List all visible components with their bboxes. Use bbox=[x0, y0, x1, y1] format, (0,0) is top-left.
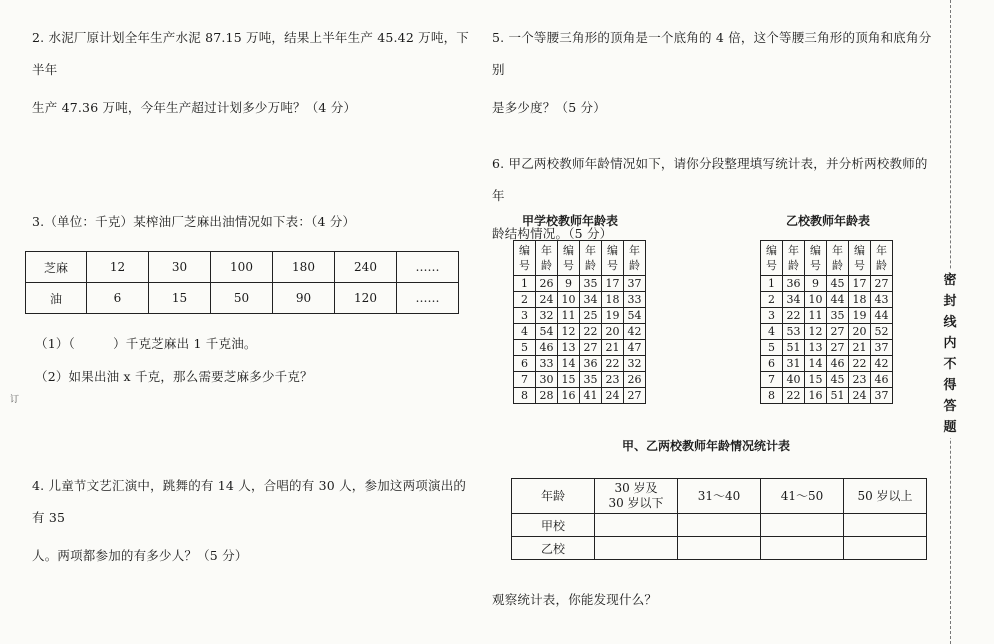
table-cell: 9 bbox=[805, 276, 827, 292]
table-header-cell: 年 龄 bbox=[580, 241, 602, 276]
table-cell: 12 bbox=[805, 324, 827, 340]
answer-cell[interactable] bbox=[844, 537, 927, 560]
table-cell: 51 bbox=[783, 340, 805, 356]
table-cell: 16 bbox=[558, 388, 580, 404]
table-a bbox=[513, 240, 646, 404]
seal-char: 答 bbox=[943, 399, 957, 414]
table-cell: 27 bbox=[624, 388, 646, 404]
table-header-cell: 年 龄 bbox=[624, 241, 646, 276]
table-cell: 54 bbox=[536, 324, 558, 340]
table-row bbox=[761, 276, 893, 292]
table-cell: 6 bbox=[514, 356, 536, 372]
table-cell: 5 bbox=[514, 340, 536, 356]
table-cell: 45 bbox=[827, 276, 849, 292]
table-cell: 22 bbox=[580, 324, 602, 340]
table-cell: 100 bbox=[211, 252, 273, 283]
question-5 bbox=[492, 22, 932, 124]
table-cell: 3 bbox=[514, 308, 536, 324]
table-row bbox=[761, 308, 893, 324]
seal-char: 封 bbox=[943, 294, 957, 309]
question-6 bbox=[492, 148, 932, 250]
table-cell: 45 bbox=[827, 372, 849, 388]
table-cell: 11 bbox=[805, 308, 827, 324]
table-row bbox=[514, 388, 646, 404]
table-cell: 46 bbox=[871, 372, 893, 388]
table-header-cell: 年 龄 bbox=[783, 241, 805, 276]
table-cell: 42 bbox=[871, 356, 893, 372]
table-b-title: 乙校教师年龄表 bbox=[786, 214, 871, 228]
table-cell: 36 bbox=[580, 356, 602, 372]
table-header-cell: 年 龄 bbox=[536, 241, 558, 276]
table-cell: 47 bbox=[624, 340, 646, 356]
table-cell: 油 bbox=[26, 283, 87, 314]
table-cell: 2 bbox=[514, 292, 536, 308]
table-cell: 20 bbox=[602, 324, 624, 340]
table-cell: 27 bbox=[871, 276, 893, 292]
table-row bbox=[512, 537, 927, 560]
seal-char: 题 bbox=[943, 420, 957, 435]
summary-table bbox=[511, 478, 927, 560]
seal-char: 得 bbox=[943, 378, 957, 393]
table-cell: 15 bbox=[558, 372, 580, 388]
question-5-line2: 是多少度？（5 分） bbox=[492, 100, 606, 115]
table-cell: 14 bbox=[558, 356, 580, 372]
table-header-cell: 年 龄 bbox=[871, 241, 893, 276]
table-header-cell: 编 号 bbox=[761, 241, 783, 276]
table-cell: 19 bbox=[602, 308, 624, 324]
table-cell: 22 bbox=[602, 356, 624, 372]
table-cell: 1 bbox=[514, 276, 536, 292]
table-header-row bbox=[512, 479, 927, 514]
table-cell: 26 bbox=[624, 372, 646, 388]
table-cell: 21 bbox=[849, 340, 871, 356]
table-cell: 17 bbox=[602, 276, 624, 292]
table-cell: 12 bbox=[87, 252, 149, 283]
table-cell: 12 bbox=[558, 324, 580, 340]
table-cell: 6 bbox=[87, 283, 149, 314]
table-row bbox=[761, 340, 893, 356]
table-cell: 40 bbox=[783, 372, 805, 388]
table-cell: 120 bbox=[335, 283, 397, 314]
seal-char: 内 bbox=[943, 336, 957, 351]
table-cell: 3 bbox=[761, 308, 783, 324]
answer-cell[interactable] bbox=[678, 514, 761, 537]
table-cell: 90 bbox=[273, 283, 335, 314]
table-cell: 37 bbox=[871, 388, 893, 404]
table-a-title: 甲学校教师年龄表 bbox=[522, 214, 619, 228]
table-cell: 11 bbox=[558, 308, 580, 324]
table-row bbox=[761, 388, 893, 404]
table-cell: …… bbox=[397, 252, 459, 283]
table-cell: 22 bbox=[849, 356, 871, 372]
table-header-cell: 年龄 bbox=[512, 479, 595, 514]
table-cell: 27 bbox=[580, 340, 602, 356]
table-row bbox=[514, 356, 646, 372]
table-cell: 46 bbox=[536, 340, 558, 356]
table-cell: 180 bbox=[273, 252, 335, 283]
seal-char: 不 bbox=[943, 357, 957, 372]
table-row bbox=[514, 340, 646, 356]
table-cell: 2 bbox=[761, 292, 783, 308]
answer-cell[interactable] bbox=[678, 537, 761, 560]
question-2-line2: 生产 47.36 万吨，今年生产超过计划多少万吨？（4 分） bbox=[32, 100, 357, 115]
table-cell: 30 bbox=[149, 252, 211, 283]
table-row bbox=[761, 324, 893, 340]
table-cell: 53 bbox=[783, 324, 805, 340]
table-cell: 1 bbox=[761, 276, 783, 292]
answer-cell[interactable] bbox=[844, 514, 927, 537]
table-cell: 240 bbox=[335, 252, 397, 283]
table-cell: 14 bbox=[805, 356, 827, 372]
table-cell: 32 bbox=[624, 356, 646, 372]
seal-char: 线 bbox=[943, 315, 957, 330]
table-cell: 25 bbox=[580, 308, 602, 324]
table-cell: 7 bbox=[761, 372, 783, 388]
summary-title: 甲、乙两校教师年龄情况统计表 bbox=[622, 439, 791, 453]
answer-cell[interactable] bbox=[761, 514, 844, 537]
table-row bbox=[26, 283, 459, 314]
observe-prompt: 观察统计表，你能发现什么？ bbox=[492, 592, 658, 607]
question-2-line1: 2. 水泥厂原计划全年生产水泥 87.15 万吨，结果上半年生产 45.42 万吨，下半年 bbox=[32, 30, 469, 77]
answer-cell[interactable] bbox=[595, 537, 678, 560]
table-cell: 8 bbox=[514, 388, 536, 404]
table-row bbox=[514, 324, 646, 340]
table-cell: 34 bbox=[580, 292, 602, 308]
table-cell: 15 bbox=[805, 372, 827, 388]
table-cell: 24 bbox=[849, 388, 871, 404]
table-cell: 27 bbox=[827, 324, 849, 340]
table-cell: 15 bbox=[149, 283, 211, 314]
table-b bbox=[760, 240, 893, 404]
table-cell: 19 bbox=[849, 308, 871, 324]
table-cell: 51 bbox=[827, 388, 849, 404]
table-header-cell: 编 号 bbox=[514, 241, 536, 276]
table-cell: 13 bbox=[805, 340, 827, 356]
table-cell: 6 bbox=[761, 356, 783, 372]
table-cell: 18 bbox=[602, 292, 624, 308]
table-row bbox=[514, 372, 646, 388]
table-cell: 44 bbox=[827, 292, 849, 308]
question-3-sub2: （2）如果出油 x 千克，那么需要芝麻多少千克？ bbox=[35, 369, 313, 384]
table-cell: 27 bbox=[827, 340, 849, 356]
table-header-cell: 41～50 bbox=[761, 479, 844, 514]
table-cell: 33 bbox=[624, 292, 646, 308]
table-row bbox=[514, 276, 646, 292]
table-cell: 24 bbox=[602, 388, 624, 404]
table-cell: 21 bbox=[602, 340, 624, 356]
table-cell: 42 bbox=[624, 324, 646, 340]
question-4-line1: 4. 儿童节文艺汇演中，跳舞的有 14 人，合唱的有 30 人，参加这两项演出的有 35 bbox=[32, 478, 467, 525]
table-header-row bbox=[761, 241, 893, 276]
table-cell: 17 bbox=[849, 276, 871, 292]
table-cell: 23 bbox=[849, 372, 871, 388]
table-cell: 8 bbox=[761, 388, 783, 404]
table-cell: 32 bbox=[536, 308, 558, 324]
table-cell: 5 bbox=[761, 340, 783, 356]
table-cell: 4 bbox=[514, 324, 536, 340]
table-cell: 23 bbox=[602, 372, 624, 388]
seal-char: 密 bbox=[943, 273, 957, 288]
table-cell: 22 bbox=[783, 388, 805, 404]
table-row bbox=[26, 252, 459, 283]
table-cell: 43 bbox=[871, 292, 893, 308]
table-cell: 16 bbox=[805, 388, 827, 404]
table-row bbox=[761, 292, 893, 308]
table-row bbox=[514, 308, 646, 324]
row-label: 乙校 bbox=[512, 537, 595, 560]
table-header-row bbox=[514, 241, 646, 276]
table-cell: 37 bbox=[871, 340, 893, 356]
table-row bbox=[761, 372, 893, 388]
table-cell: 10 bbox=[805, 292, 827, 308]
question-6-line2: 龄结构情况。（5 分） bbox=[492, 226, 613, 241]
table-cell: 35 bbox=[827, 308, 849, 324]
question-5-line1: 5. 一个等腰三角形的顶角是一个底角的 4 倍，这个等腰三角形的顶角和底角分别 bbox=[492, 30, 932, 77]
table-cell: 52 bbox=[871, 324, 893, 340]
table-row bbox=[514, 292, 646, 308]
question-4-line2: 人。两项都参加的有多少人？（5 分） bbox=[32, 548, 248, 563]
question-3-sub1: （1）（ ）千克芝麻出 1 千克油。 bbox=[35, 336, 257, 351]
table-header-cell: 年 龄 bbox=[827, 241, 849, 276]
table-cell: …… bbox=[397, 283, 459, 314]
table-cell: 44 bbox=[871, 308, 893, 324]
table-cell: 30 bbox=[536, 372, 558, 388]
table-cell: 10 bbox=[558, 292, 580, 308]
margin-mark: 订 bbox=[10, 395, 20, 405]
question-6-line1: 6. 甲乙两校教师年龄情况如下，请你分段整理填写统计表，并分析两校教师的年 bbox=[492, 156, 928, 203]
table-cell: 34 bbox=[783, 292, 805, 308]
table-cell: 7 bbox=[514, 372, 536, 388]
question-4 bbox=[32, 470, 472, 572]
table-header-cell: 31～40 bbox=[678, 479, 761, 514]
table-cell: 18 bbox=[849, 292, 871, 308]
table-cell: 9 bbox=[558, 276, 580, 292]
table-row bbox=[512, 514, 927, 537]
table-row bbox=[761, 356, 893, 372]
table-cell: 41 bbox=[580, 388, 602, 404]
table-cell: 31 bbox=[783, 356, 805, 372]
table-cell: 33 bbox=[536, 356, 558, 372]
table-header-cell: 编 号 bbox=[805, 241, 827, 276]
table-cell: 26 bbox=[536, 276, 558, 292]
table-header-cell: 编 号 bbox=[558, 241, 580, 276]
table-cell: 50 bbox=[211, 283, 273, 314]
table-cell: 35 bbox=[580, 276, 602, 292]
seal-text bbox=[942, 270, 958, 438]
table-cell: 46 bbox=[827, 356, 849, 372]
table-header-cell: 编 号 bbox=[602, 241, 624, 276]
table-cell: 28 bbox=[536, 388, 558, 404]
oil-table bbox=[25, 251, 459, 314]
table-cell: 54 bbox=[624, 308, 646, 324]
table-cell: 4 bbox=[761, 324, 783, 340]
answer-cell[interactable] bbox=[761, 537, 844, 560]
table-cell: 22 bbox=[783, 308, 805, 324]
table-header-cell: 编 号 bbox=[849, 241, 871, 276]
table-cell: 35 bbox=[580, 372, 602, 388]
table-cell: 20 bbox=[849, 324, 871, 340]
answer-cell[interactable] bbox=[595, 514, 678, 537]
question-2 bbox=[32, 22, 472, 124]
table-header-cell: 50 岁以上 bbox=[844, 479, 927, 514]
table-cell: 37 bbox=[624, 276, 646, 292]
row-label: 甲校 bbox=[512, 514, 595, 537]
table-cell: 36 bbox=[783, 276, 805, 292]
question-3-intro: 3.（单位：千克）某榨油厂芝麻出油情况如下表：（4 分） bbox=[32, 214, 356, 229]
table-cell: 13 bbox=[558, 340, 580, 356]
table-cell: 24 bbox=[536, 292, 558, 308]
table-cell: 芝麻 bbox=[26, 252, 87, 283]
table-header-cell: 30 岁及 30 岁以下 bbox=[595, 479, 678, 514]
